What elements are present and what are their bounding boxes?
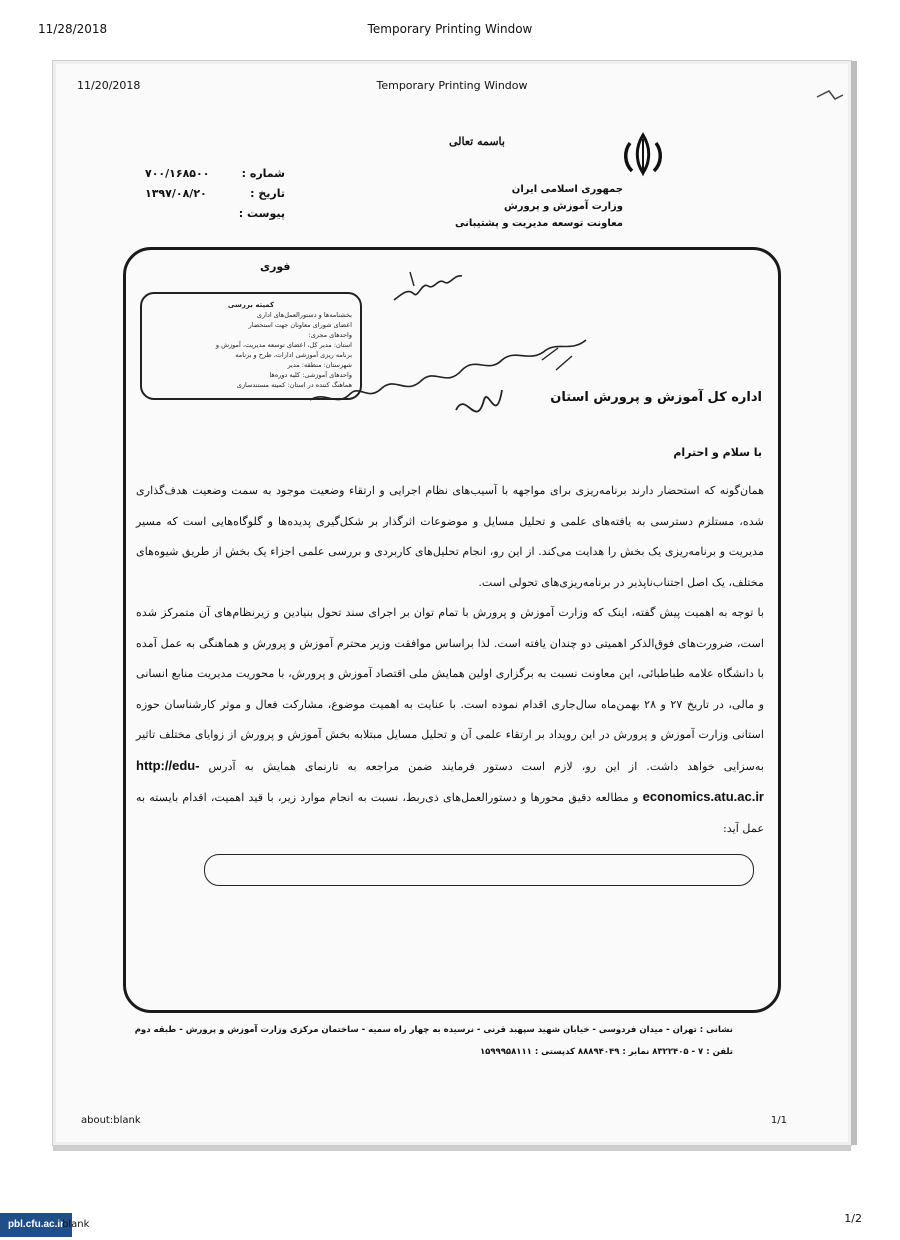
scan-edge: [53, 1145, 851, 1151]
date-value: ۱۳۹۷/۰۸/۲۰: [145, 187, 207, 200]
inner-print-title: Temporary Printing Window: [376, 79, 528, 92]
number-value: ۷۰۰/۱۶۸۵۰۰: [145, 167, 210, 180]
stamp-line: هماهنگ کننده در استان: کمیته مستندسازی: [236, 381, 352, 389]
stamp-heading: کمیته بررسی: [227, 301, 275, 309]
handwritten-note: [306, 330, 606, 440]
ministry-line: معاونت توسعه مدیریت و پشتیبانی: [455, 218, 623, 229]
iran-emblem-icon: [618, 129, 668, 179]
meta-date: [145, 187, 285, 207]
stamp-line: بخشنامه‌ها و دستورالعمل‌های اداری: [256, 311, 352, 319]
handwritten-signature: [388, 264, 468, 312]
site-logo[interactable]: pbl.cfu.ac.ir: [0, 1213, 72, 1237]
scan-edge: [851, 61, 857, 1145]
stamp-line: واحدهای آموزشی: کلیه دوره‌ها: [269, 371, 352, 379]
print-url: about:blank: [81, 1115, 141, 1126]
stamp-line: شهرستان: منطقه: مدیر: [287, 361, 352, 369]
conference-url[interactable]: http://edu-economics.atu.ac.ir: [136, 757, 764, 804]
print-title: Temporary Printing Window: [367, 22, 533, 36]
letter-body: [136, 476, 764, 844]
date-label: تاریخ :: [250, 187, 285, 200]
body-paragraph: همان‌گونه که استحضار دارند برنامه‌ریزی برای مواجهه با آسیب‌های نظام اجرایی و ارتقاء وضعیت موجود به سمت وضعیت هدف‌گذاری شده، مستلزم دسترسی به یافته‌های علمی و تحلیل مسایل و موضوعات اثرگذار بر شکل‌گیری پدیده‌ها و گلوگاه‌هایی است که مسیر مدیریت و برنامه‌ریزی یک بخش را هدایت می‌کند. از این رو، انجام تحلیل‌های کاربردی و بررسی علمی اجزاء یک بخش از طریق شیوه‌های مختلف، یک اصل اجتناب‌ناپذیر در برنامه‌ریزی‌های تحولی است.: [136, 484, 764, 589]
letter-footer: [133, 1019, 733, 1063]
footer-address: نشانی : تهران - میدان فردوسی - خیابان شهید سپهبد قرنی - نرسیده به چهار راه سمیه - ساختمان مرکزی وزارت آموزش و پرورش - طبقه دوم: [134, 1025, 733, 1035]
attachment-label: پیوست :: [238, 207, 285, 220]
addressee: اداره کل آموزش و پرورش استان: [550, 390, 762, 405]
letter-frame: [123, 247, 781, 1013]
urgent-label: فوری: [260, 260, 291, 273]
footer-phone: تلفن : ۷ - ۸۳۲۲۴۰۵ نمابر : ۸۸۸۹۴۰۴۹ کدپستی : ۱۵۹۹۹۵۸۱۱۱: [479, 1047, 733, 1057]
body-text-part: و مطالعه دقیق محورها و دستورالعمل‌های ذی‌ربط، نسبت به انجام موارد زیر، با قید اهمیت، اقدام بایسته به عمل آید:: [136, 791, 764, 835]
meta-attachment: [145, 207, 285, 227]
ministry-line: جمهوری اسلامی ایران: [511, 184, 623, 195]
scanned-letter: [52, 60, 852, 1146]
print-date: 11/28/2018: [38, 22, 108, 36]
hand-drawn-circle: [204, 854, 754, 886]
page-number: 1/2: [844, 1212, 862, 1225]
ministry-line: وزارت آموزش و پرورش: [503, 201, 623, 212]
stamp-line: اعضای شورای معاونان جهت استحضار: [248, 321, 352, 329]
greeting: با سلام و احترام: [673, 446, 762, 459]
meta-number: [145, 167, 285, 187]
bismillah: باسمه تعالی: [449, 135, 505, 148]
letter-meta: [145, 167, 285, 227]
stamp-line: استان: مدیر کل، اعضای توسعه مدیریت، آموزش و: [215, 341, 352, 349]
print-page-number: 1/1: [770, 1115, 787, 1126]
body-text-part: با توجه به اهمیت پیش گفته، اینک که وزارت آموزش و پرورش با تمام توان بر اجرای سند تحول بنیادین و زیرنظام‌های آن متمرکز شده است، ضرورت‌های فوق‌الذکر اهمیتی دو چندان یافته است. لذا براساس موافقت وزیر محترم آموزش و پرورش و هماهنگی به عمل آمده با دانشگاه علامه طباطبائی، این معاونت نسبت به برگزاری اولین همایش ملی اقتصاد آموزش و پرورش، با محوریت مدیریت منابع انسانی و مالی، در تاریخ ۲۷ و ۲۸ بهمن‌ماه سال‌جاری اقدام نموده است. با عنایت به اهمیت موضوع، مشارکت فعال و موثر کارشناسان حوزه استانی وزارت آموزش و پرورش در این رویداد بر ارتقاء علمی آن و تحلیل مسایل مبتلابه بخش آموزش و پرورش از زوایای مختلف تاثیر به‌سزایی خواهد داشت. از این رو، لازم است دستور فرمایند ضمن مراجعه به تارنمای همایش به آدرس: [136, 606, 764, 773]
stamp-line: واحدهای مجری:: [308, 331, 352, 339]
inner-print-date: 11/20/2018: [77, 79, 141, 92]
stamp-line: برنامه ریزی آموزشی ادارات، طرح و برنامه: [235, 351, 352, 359]
body-paragraph: [136, 598, 764, 844]
ministry-heading: [455, 181, 623, 232]
page-url-fragment: blank: [62, 1219, 90, 1230]
number-label: شماره :: [241, 167, 285, 180]
print-header: [0, 22, 900, 42]
